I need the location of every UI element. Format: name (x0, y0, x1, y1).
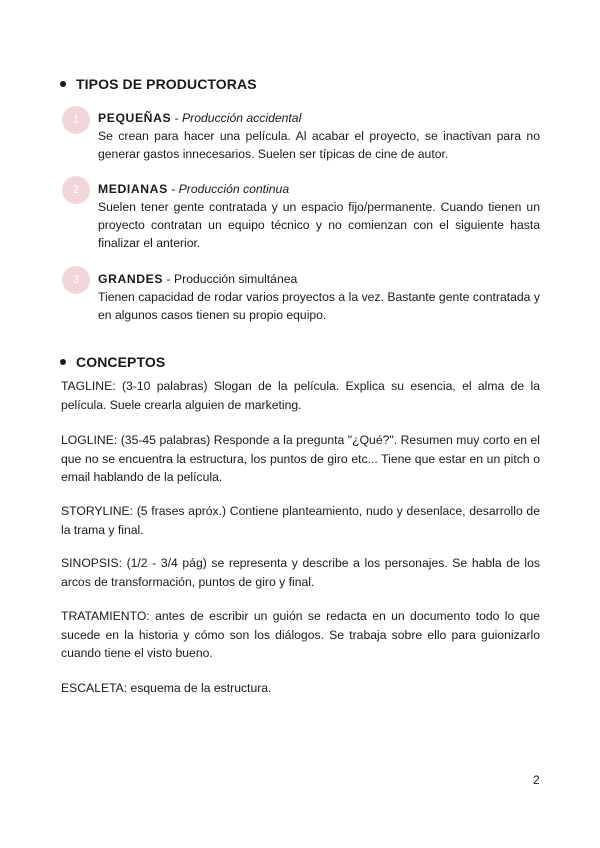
productora-item-pequenas (62, 106, 540, 163)
bullet-icon (60, 81, 66, 87)
concept-storyline: STORYLINE: (5 frases apróx.) Contiene planteamiento, nudo y desenlace, desarrollo de la trama y final. (61, 504, 540, 537)
item-subtitle: Producción simultánea (174, 272, 298, 286)
section-heading-tipos (58, 76, 257, 92)
concept-escaleta: ESCALETA: esquema de la estructura. (61, 681, 272, 695)
section-heading-text: TIPOS DE PRODUCTORAS (76, 76, 257, 92)
number-text: 2 (72, 184, 80, 196)
concept-tagline: TAGLINE: (3-10 palabras) Slogan de la película. Explica su esencia, el alma de la película. Suele crearla alguien de marketing. (61, 379, 540, 412)
item-label: GRANDES (98, 272, 164, 286)
item-separator: - (171, 111, 183, 125)
section-heading-text: CONCEPTOS (76, 354, 166, 370)
number-text: 1 (72, 114, 80, 126)
number-text: 3 (72, 274, 80, 286)
item-separator: - (167, 182, 179, 196)
page-number: 2 (533, 773, 540, 787)
item-separator: - (163, 272, 174, 286)
concept-sinopsis: SINOPSIS: (1/2 - 3/4 pág) se representa y describe a los personajes. Se habla de los arcos de transformación, puntos de giro y final. (61, 556, 540, 589)
bullet-icon (60, 359, 66, 365)
item-description: Tienen capacidad de rodar varios proyectos a la vez. Bastante gente contratada y en algunos casos tienen su propio equipo. (98, 290, 540, 322)
section-heading-conceptos (58, 354, 165, 370)
item-description: Suelen tener gente contratada y un espacio fijo/permanente. Cuando tienen un proyecto contratan un equipo técnico y no comienzan con el siguiente hasta finalizar el anterior. (98, 200, 540, 250)
item-subtitle: Producción accidental (182, 111, 302, 125)
item-description: Se crean para hacer una película. Al acabar el proyecto, se inactivan para no generar gastos innecesarios. Suelen ser típicas de cine de autor. (98, 129, 540, 161)
number-circle (62, 266, 90, 294)
item-label: MEDIANAS (98, 182, 168, 196)
productora-item-medianas (62, 176, 540, 252)
number-circle (62, 176, 90, 204)
item-label: PEQUEÑAS (98, 111, 172, 125)
concept-logline: LOGLINE: (35-45 palabras) Responde a la pregunta "¿Qué?". Resumen muy corto en el que no se encuentra la estructura, los puntos de giro etc... Tiene que estar en un pitch o email hablando de la película. (61, 433, 540, 484)
concept-tratamiento: TRATAMIENTO: antes de escribir un guión se redacta en un documento todo lo que sucede en la historia y cómo son los diálogos. Se trabaja sobre ello para guionizarlo cuando tiene el visto bueno. (61, 609, 540, 660)
item-subtitle: Producción continua (178, 182, 290, 196)
productora-item-grandes (62, 266, 540, 324)
number-circle (62, 106, 90, 134)
